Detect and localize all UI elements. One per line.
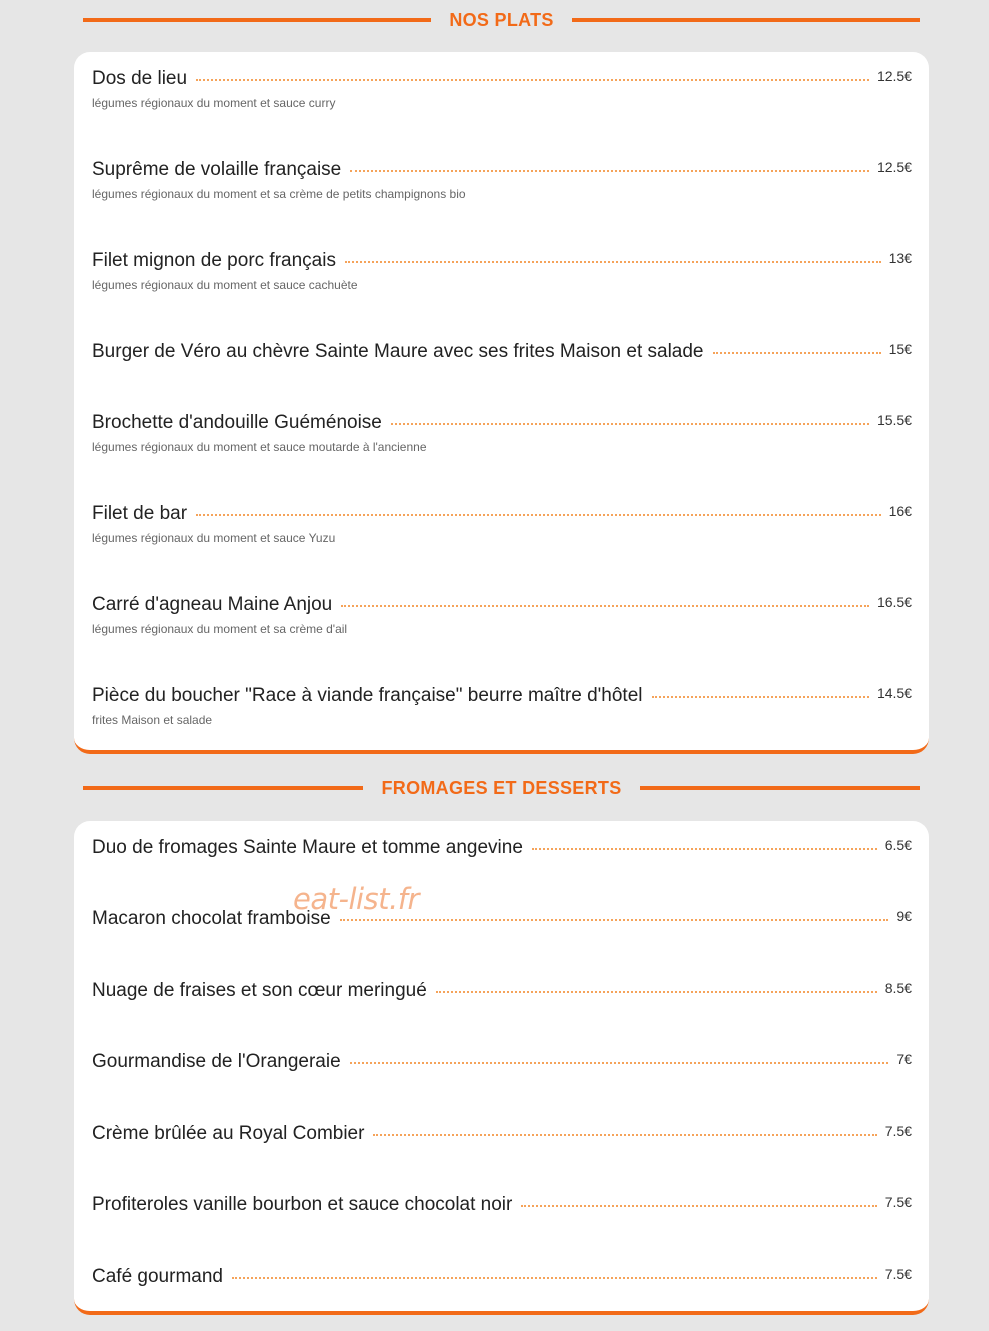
menu-item (92, 340, 912, 364)
item-name: Carré d'agneau Maine Anjou (92, 594, 333, 615)
dotted-leader (713, 352, 881, 354)
menu-card-desserts (74, 821, 929, 1315)
item-price: 16€ (888, 503, 912, 519)
item-name: Suprême de volaille française (92, 159, 342, 180)
item-description: frites Maison et salade (92, 713, 213, 727)
menu-item (92, 249, 912, 293)
item-name: Pièce du boucher "Race à viande française" beurre maître d'hôtel (92, 685, 643, 706)
item-price: 15.5€ (876, 412, 912, 428)
dotted-leader (232, 1277, 877, 1279)
item-name: Gourmandise de l'Orangeraie (92, 1051, 341, 1072)
item-name: Filet de bar (92, 503, 188, 524)
dotted-leader (391, 423, 869, 425)
menu-item (92, 836, 912, 860)
item-description: légumes régionaux du moment et sauce curry (92, 96, 336, 110)
item-price: 7.5€ (884, 1123, 912, 1139)
menu-item (92, 1265, 912, 1289)
header-line-left (83, 18, 431, 22)
item-name: Profiteroles vanille bourbon et sauce chocolat noir (92, 1194, 513, 1215)
menu-item (92, 502, 912, 546)
dotted-leader (521, 1205, 876, 1207)
item-price: 6.5€ (884, 837, 912, 853)
menu-item (92, 907, 912, 931)
dotted-leader (436, 991, 877, 993)
item-description: légumes régionaux du moment et sauce moutarde à l'ancienne (92, 440, 427, 454)
item-price: 15€ (888, 341, 912, 357)
dotted-leader (345, 261, 881, 263)
item-price: 7.5€ (884, 1266, 912, 1282)
item-price: 14.5€ (876, 685, 912, 701)
menu-item (92, 1122, 912, 1146)
item-price: 12.5€ (876, 159, 912, 175)
header-line-right (640, 786, 920, 790)
item-price: 8.5€ (884, 980, 912, 996)
item-price: 16.5€ (876, 594, 912, 610)
section-header-nos-plats (83, 7, 920, 33)
item-name: Nuage de fraises et son cœur meringué (92, 980, 427, 1001)
menu-item (92, 158, 912, 202)
item-name: Café gourmand (92, 1266, 223, 1287)
dotted-leader (196, 514, 881, 516)
item-price: 12.5€ (876, 68, 912, 84)
item-description: légumes régionaux du moment et sa crème de petits champignons bio (92, 187, 466, 201)
item-name: Macaron chocolat framboise (92, 908, 331, 929)
menu-card-plats (74, 52, 929, 754)
menu-item (92, 684, 912, 728)
item-name: Dos de lieu (92, 68, 188, 89)
dotted-leader (350, 1062, 889, 1064)
item-price: 13€ (888, 250, 912, 266)
dotted-leader (532, 848, 877, 850)
header-line-left (83, 786, 363, 790)
item-price: 7.5€ (884, 1194, 912, 1210)
dotted-leader (340, 919, 889, 921)
dotted-leader (196, 79, 869, 81)
header-line-right (572, 18, 920, 22)
menu-item (92, 593, 912, 637)
menu-item (92, 411, 912, 455)
menu-item (92, 67, 912, 111)
item-name: Duo de fromages Sainte Maure et tomme angevine (92, 837, 523, 858)
section-header-fromages-desserts (83, 775, 920, 801)
menu-item (92, 979, 912, 1003)
watermark: eat-list.fr (293, 882, 419, 916)
menu-item (92, 1193, 912, 1217)
menu-item (92, 1050, 912, 1074)
item-price: 7€ (896, 1051, 912, 1067)
item-description: légumes régionaux du moment et sauce Yuzu (92, 531, 336, 545)
item-name: Filet mignon de porc français (92, 250, 336, 271)
section-title: FROMAGES ET DESSERTS (381, 777, 622, 798)
item-description: légumes régionaux du moment et sa crème d'ail (92, 622, 348, 636)
dotted-leader (652, 696, 869, 698)
section-title: NOS PLATS (449, 9, 554, 30)
dotted-leader (350, 170, 869, 172)
dotted-leader (373, 1134, 876, 1136)
item-name: Crème brûlée au Royal Combier (92, 1123, 365, 1144)
item-name: Brochette d'andouille Guéménoise (92, 412, 382, 433)
item-description: légumes régionaux du moment et sauce cachuète (92, 278, 358, 292)
dotted-leader (341, 605, 869, 607)
item-price: 9€ (896, 908, 912, 924)
item-name: Burger de Véro au chèvre Sainte Maure avec ses frites Maison et salade (92, 341, 704, 362)
